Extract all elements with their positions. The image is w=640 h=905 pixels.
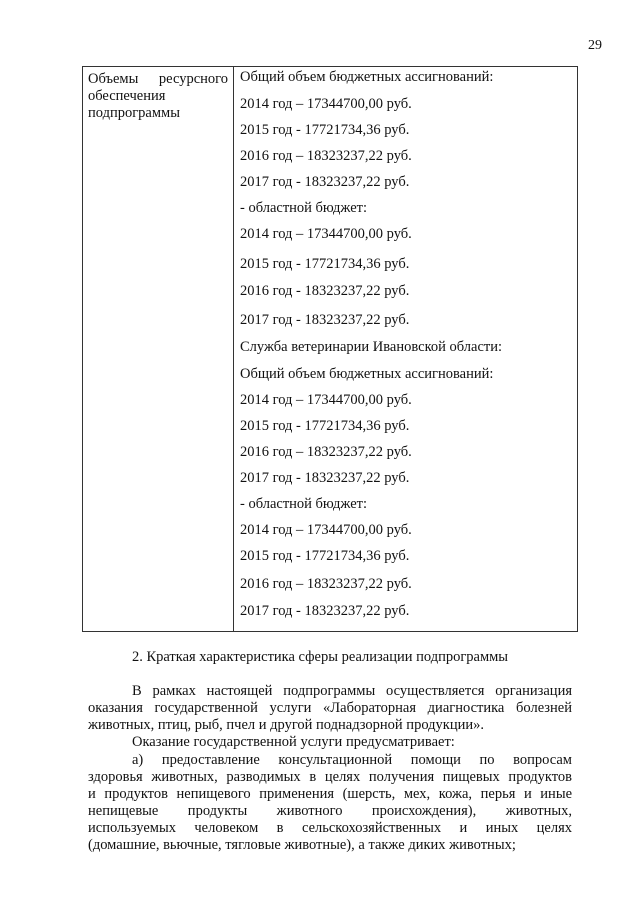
paragraph-line: и продуктов непищевого применения (шерсть, мех, кожа, перья и иные [88,786,572,802]
table-line: 2016 год – 18323237,22 руб. [240,444,412,460]
table-left-cell [83,71,233,122]
paragraph-line: непищевые продукты животного происхождения), животных, [88,803,572,819]
table-line: 2017 год - 18323237,22 руб. [240,312,410,328]
table-line: 2016 год – 18323237,22 руб. [240,576,412,592]
table-line: Общий объем бюджетных ассигнований: [240,366,494,382]
paragraph-line: В рамках настоящей подпрограммы осуществляется организация [132,683,572,699]
table-line: 2016 год - 18323237,22 руб. [240,283,410,299]
table-line: 2014 год – 17344700,00 руб. [240,96,412,112]
table-line: - областной бюджет: [240,200,368,216]
resource-table [82,66,578,632]
paragraph-line: используемых человеком в сельскохозяйственных и иных целях [88,820,572,836]
paragraph-line: оказания государственной услуги «Лабораторная диагностика болезней [88,700,572,716]
table-line: 2015 год - 17721734,36 руб. [240,418,410,434]
table-line: 2015 год - 17721734,36 руб. [240,122,410,138]
table-line: 2016 год – 18323237,22 руб. [240,148,412,164]
table-line: 2014 год – 17344700,00 руб. [240,226,412,242]
page-number: 29 [588,38,602,53]
table-line: Служба ветеринарии Ивановской области: [240,339,503,355]
table-line: 2017 год - 18323237,22 руб. [240,470,410,486]
paragraph-line: животных, птиц, рыб, пчел и другой поднадзорной продукции». [88,717,484,733]
paragraph-1 [88,683,572,734]
paragraph-line: а) предоставление консультационной помощи по вопросам [132,752,572,768]
table-line: 2015 год - 17721734,36 руб. [240,548,410,564]
paragraph-line: (домашние, вьючные, тягловые животные), а также диких животных; [88,837,516,853]
left-cell-line: обеспечения [88,88,166,104]
table-line: - областной бюджет: [240,496,368,512]
left-cell-line: подпрограммы [88,105,180,121]
paragraph-3 [88,752,572,854]
table-line: Общий объем бюджетных ассигнований: [240,69,494,85]
section-heading: 2. Краткая характеристика сферы реализации подпрограммы [131,649,509,665]
paragraph-line: Оказание государственной услуги предусматривает: [132,734,455,750]
table-column-divider [233,67,234,631]
table-line: 2017 год - 18323237,22 руб. [240,603,410,619]
left-cell-line: Объемы ресурсного [88,71,228,87]
paragraph-2 [88,734,572,751]
table-line: 2014 год – 17344700,00 руб. [240,392,412,408]
table-line: 2015 год - 17721734,36 руб. [240,256,410,272]
table-line: 2017 год - 18323237,22 руб. [240,174,410,190]
table-line: 2014 год – 17344700,00 руб. [240,522,412,538]
paragraph-line: здоровья животных, разводимых в целях получения пищевых продуктов [88,769,572,785]
